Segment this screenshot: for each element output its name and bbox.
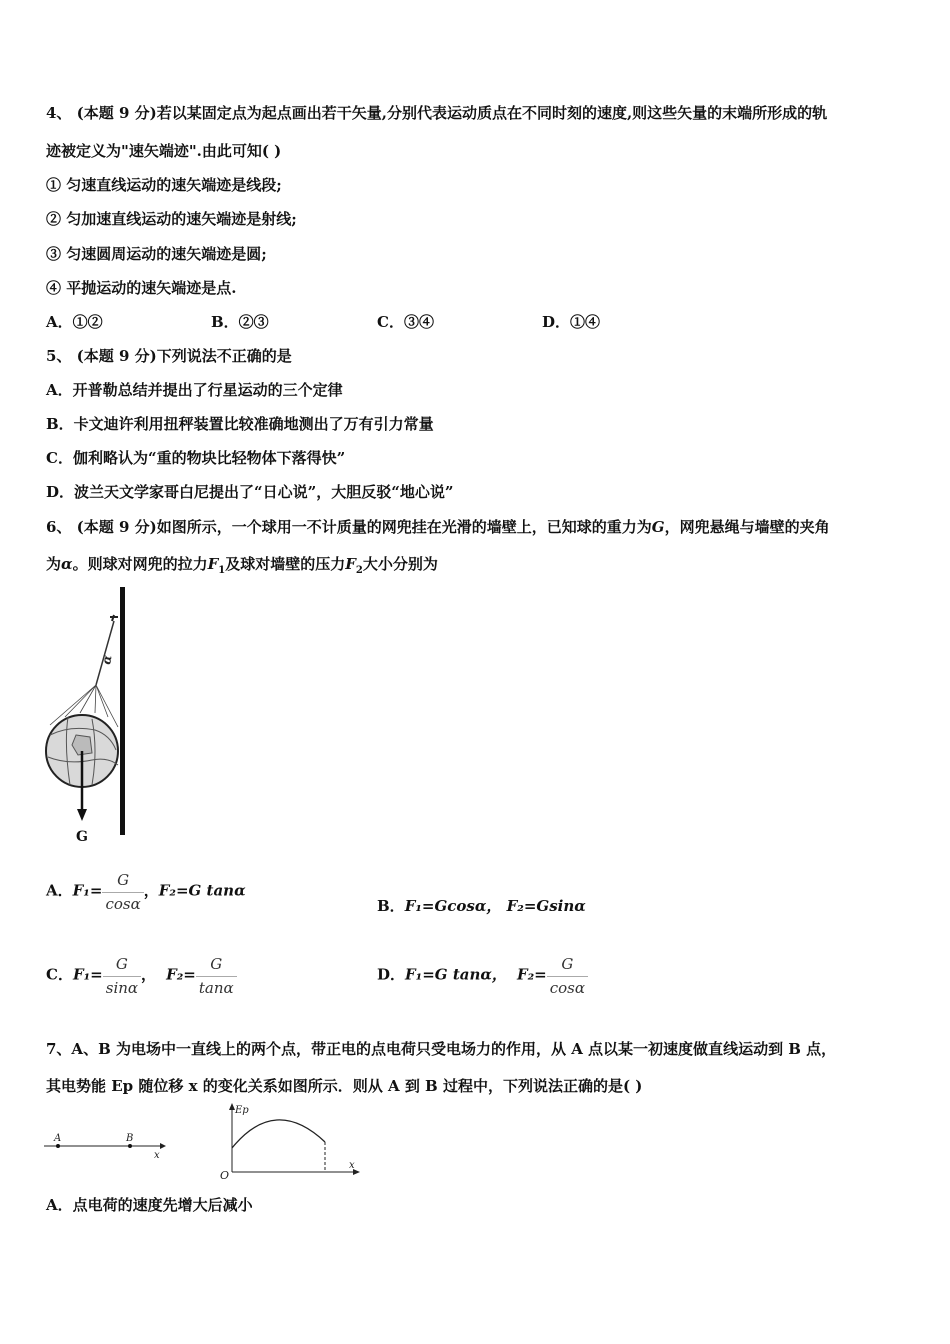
q5-option-b[interactable]: B．卡文迪许利用扭秤装置比较准确地测出了万有引力常量 — [46, 415, 434, 433]
q4-item-2: ② 匀加速直线运动的速矢端迹是射线; — [46, 210, 297, 228]
q7-stem-line2: 其电势能 Ep 随位移 x 的变化关系如图所示．则从 A 到 B 过程中，下列说法正确的是( ) — [46, 1077, 643, 1095]
q4-option-a[interactable]: A．①② — [46, 313, 103, 331]
q5-option-d[interactable]: D．波兰天文学家哥白尼提出了“日心说”，大胆反驳“地心说” — [46, 483, 454, 501]
q5-option-c[interactable]: C．伽利略认为“重的物块比轻物体下落得快” — [46, 449, 346, 467]
fraction: $\frac{G}{\sin\alpha}$ — [103, 952, 141, 999]
alpha-label: α — [99, 653, 115, 666]
q6-stem-line1: 6、 (本题 9 分)如图所示，一个球用一不计质量的网兜挂在光滑的墙壁上，已知球的重力为G，网兜悬绳与墙壁的夹角 — [46, 518, 830, 536]
label-x: x — [154, 1150, 160, 1160]
q5-stem: 5、 (本题 9 分)下列说法不正确的是 — [46, 347, 292, 365]
q4-option-b[interactable]: B．②③ — [211, 313, 269, 331]
q7-ep-graph — [215, 1100, 365, 1182]
q4-item-3: ③ 匀速圆周运动的速矢端迹是圆; — [46, 245, 267, 263]
point-a — [56, 1144, 60, 1148]
q4-item-1: ① 匀速直线运动的速矢端迹是线段; — [46, 176, 282, 194]
point-b — [128, 1144, 132, 1148]
ep-curve — [232, 1120, 325, 1148]
q6-ball-figure — [40, 585, 140, 847]
suspension-rope — [96, 621, 114, 685]
q7-option-a[interactable]: A．点电荷的速度先增大后减小 — [46, 1196, 253, 1214]
gravity-label: G — [76, 829, 88, 845]
q4-stem-line1: 4、 (本题 9 分)若以某固定点为起点画出若干矢量,分别代表运动质点在不同时刻的速度,则这些矢量的末端所形成的轨 — [46, 104, 828, 122]
fraction: $\frac{G}{\cos\alpha}$ — [547, 952, 588, 999]
wall — [120, 587, 125, 835]
q4-item-4: ④ 平抛运动的速矢端迹是点. — [46, 279, 237, 297]
q4-stem-line2: 迹被定义为"速矢端迹".由此可知( ) — [46, 142, 282, 160]
fraction: $\frac{G}{\cos\alpha}$ — [102, 868, 143, 915]
q7-stem-line1: 7、A、B 为电场中一直线上的两个点，带正电的点电荷只受电场力的作用，从 A 点以某一初速度做直线运动到 B 点， — [46, 1040, 837, 1058]
q6-option-a[interactable]: A．F₁= $\frac{G}{\cos\alpha}$ ，F₂=G tanα — [46, 868, 246, 915]
fraction: $\frac{G}{\tan\alpha}$ — [196, 952, 237, 999]
q6-option-c[interactable]: C．F₁= $\frac{G}{\sin\alpha}$ ， F₂= $\frac{G}{\tan\alpha}$ — [46, 952, 237, 999]
label-ep: Ep — [235, 1105, 249, 1116]
q6-option-b[interactable]: B．F₁=Gcosα， F₂=Gsinα — [377, 897, 586, 915]
q6-stem-line2: 为α。则球对网兜的拉力$F_1$及球对墙壁的压力$F_2$大小分别为 — [46, 555, 438, 576]
q4-option-d[interactable]: D．①④ — [542, 313, 601, 331]
label-x: x — [349, 1160, 355, 1171]
q4-option-c[interactable]: C．③④ — [377, 313, 434, 331]
q7-line-figure — [42, 1128, 172, 1160]
label-b: B — [126, 1133, 134, 1144]
label-a: A — [54, 1133, 62, 1144]
q6-option-d[interactable]: D．F₁=G tanα， F₂= $\frac{G}{\cos\alpha}$ — [377, 952, 588, 999]
q5-option-a[interactable]: A．开普勒总结并提出了行星运动的三个定律 — [46, 381, 343, 399]
label-o: O — [220, 1169, 230, 1182]
